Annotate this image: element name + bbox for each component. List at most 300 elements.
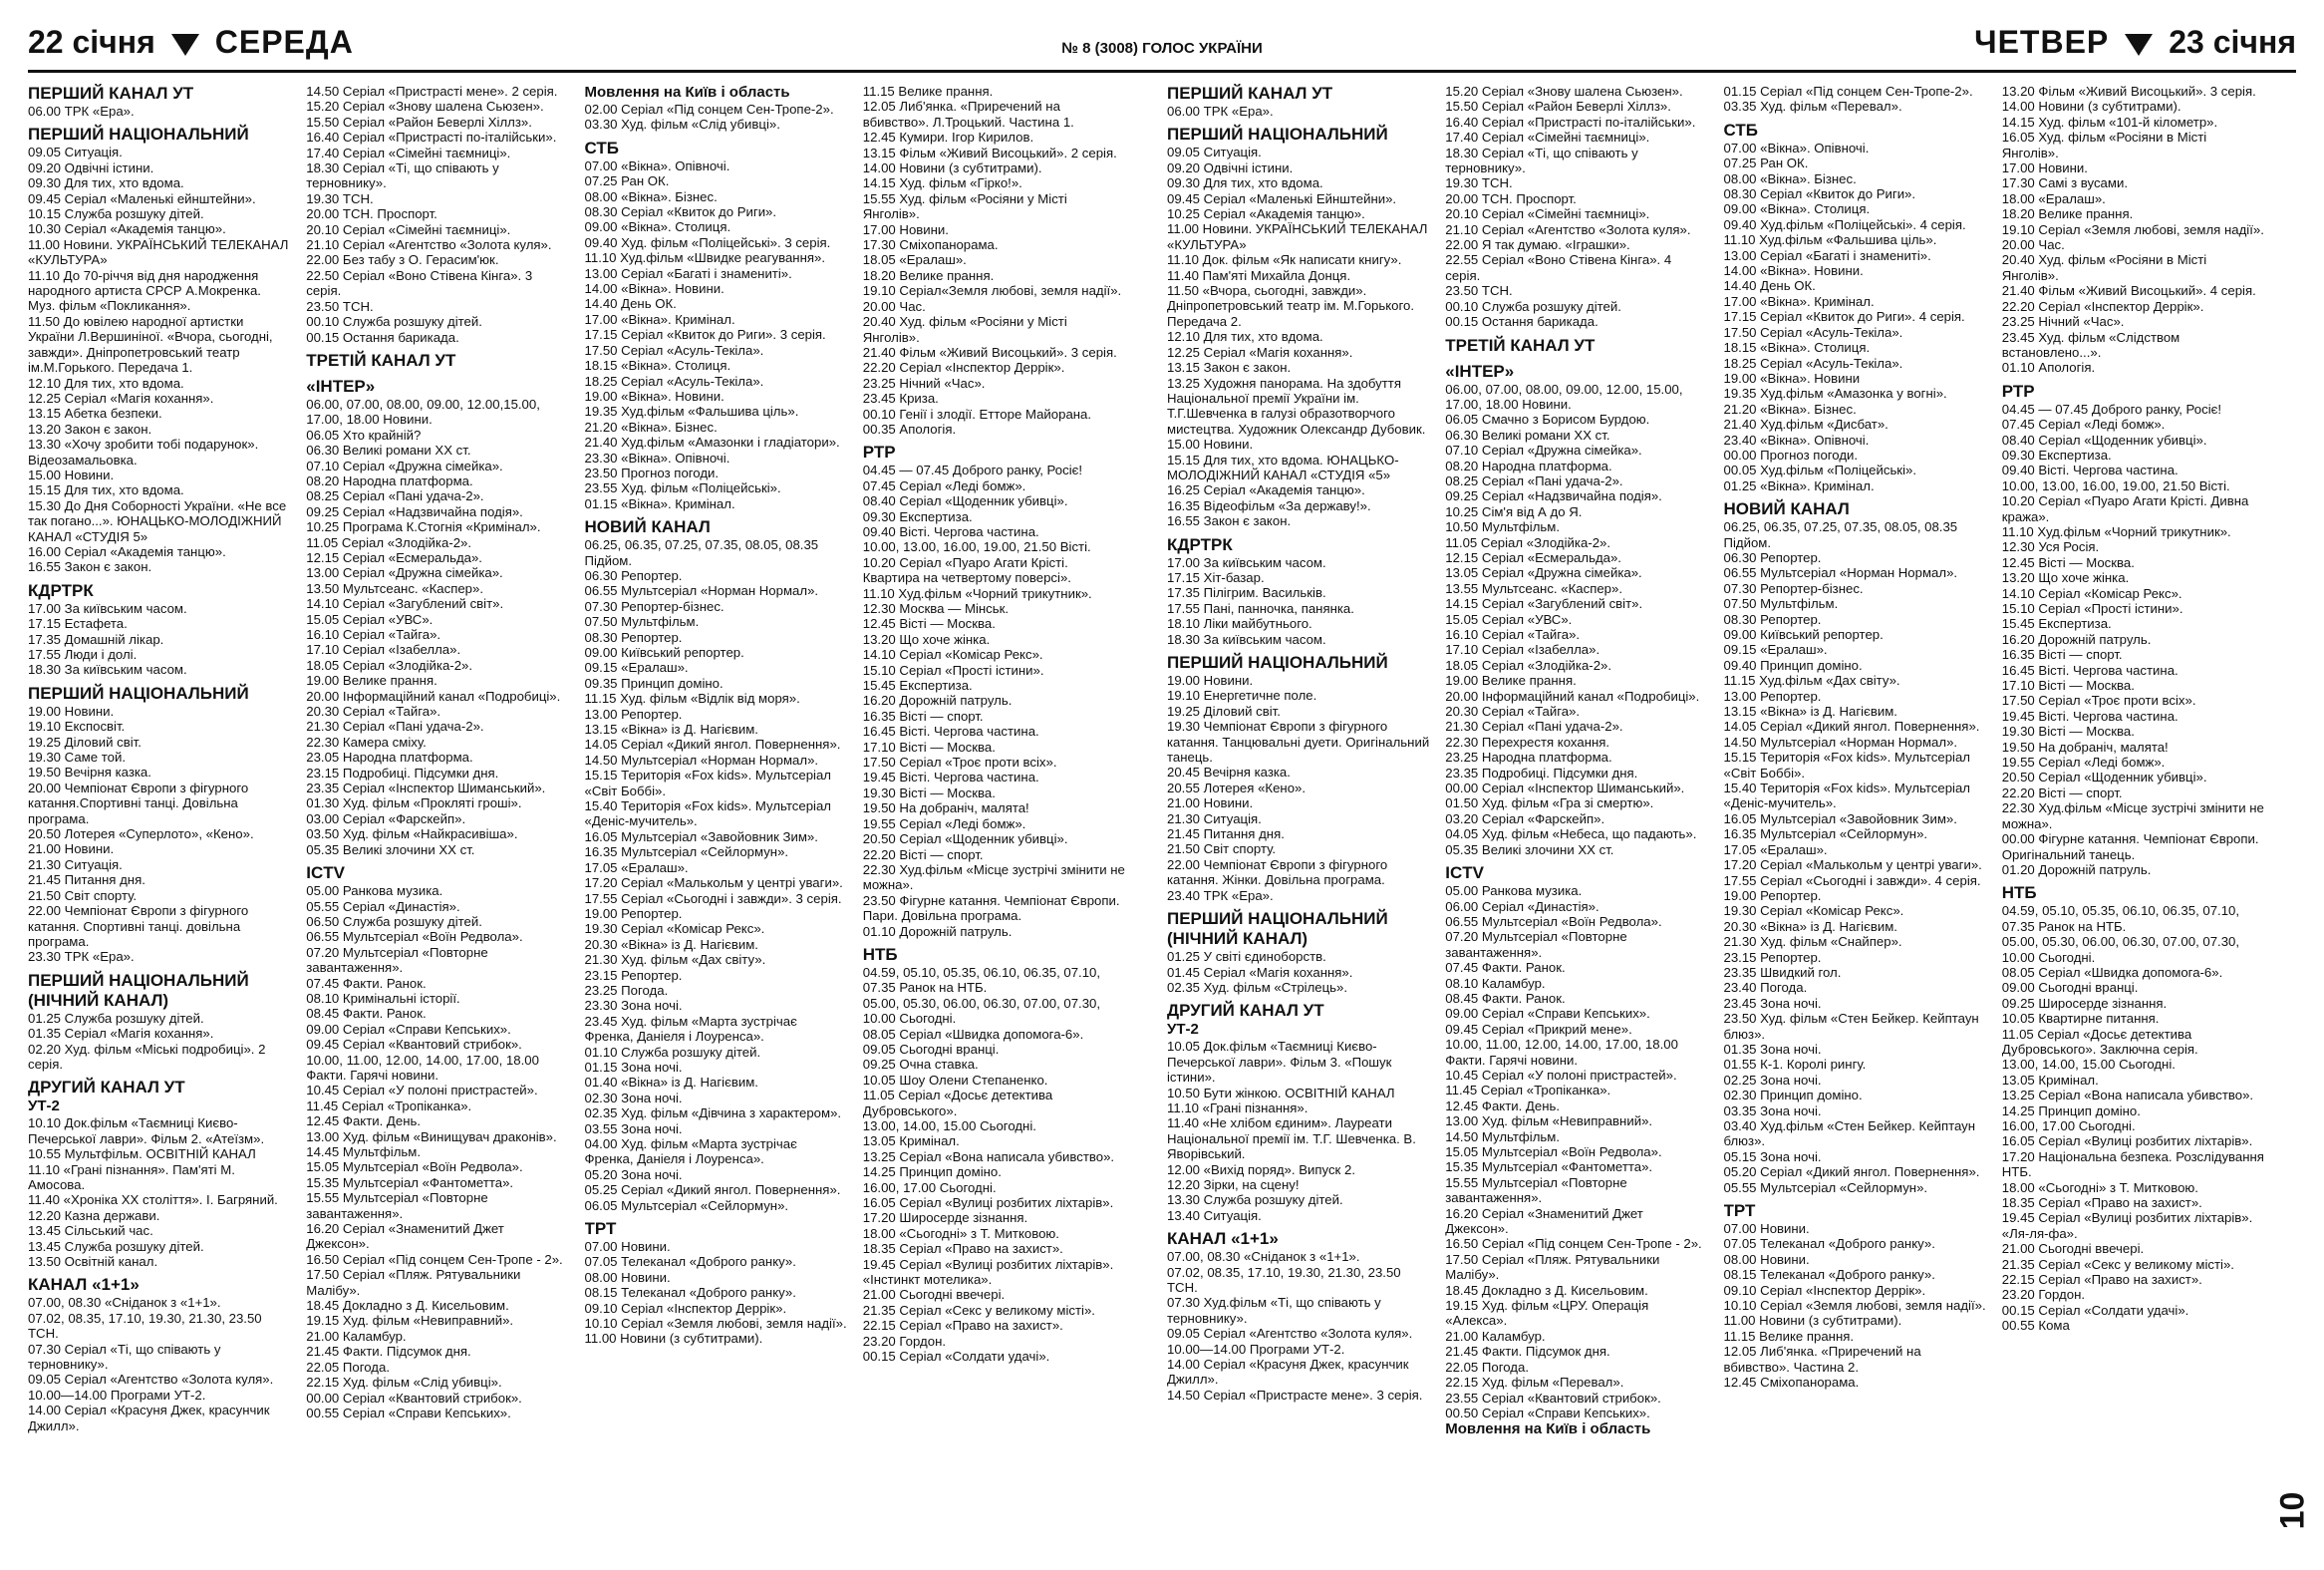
- programme-item: 08.00 «Вікна». Бізнес.: [584, 188, 718, 204]
- programme-item: 14.50 Мультсеріал «Норман Нормал».: [1723, 734, 1958, 750]
- programme-item: 14.15 Худ. фільм «Гірко!».: [862, 175, 1022, 191]
- programme-item: 15.45 Експертиза.: [862, 678, 973, 694]
- programme-item: 21.00 Сьогодні ввечері.: [862, 1287, 1006, 1303]
- programme-item: 13.15 Абетка безпеки.: [28, 406, 162, 422]
- programme-item: 05.00, 05.30, 06.00, 06.30, 07.00, 07.30, 10.00 Сьогодні.: [2001, 934, 2240, 965]
- programme-item: 16.40 Серіал «Пристрасті по-італійськи».: [1445, 114, 1696, 130]
- programme-item: 05.35 Великі злочини XX ст.: [306, 841, 475, 857]
- channel-heading: РТР: [2001, 381, 2035, 401]
- programme-item: 08.00 Новини.: [584, 1269, 671, 1285]
- programme-item: 16.35 Вісті — спорт.: [862, 708, 984, 724]
- programme-item: 15.10 Серіал «Прості істини».: [2001, 601, 2183, 616]
- programme-item: 21.35 Серіал «Секс у великому місті».: [2001, 1256, 2234, 1272]
- right-date: 23 січня: [2169, 24, 2296, 60]
- programme-item: 17.00 Новини.: [862, 221, 949, 237]
- programme-item: 12.25 Серіал «Магія кохання».: [1167, 344, 1353, 360]
- channel-subheading: УТ-2: [1167, 1021, 1199, 1039]
- programme-item: 18.35 Серіал «Право на захист».: [2001, 1195, 2202, 1211]
- programme-item: 19.00 Новини.: [1167, 673, 1254, 688]
- programme-item: 11.15 Велике прання.: [862, 84, 994, 99]
- programme-item: 15.50 Серіал «Район Беверлі Хіллз».: [306, 114, 532, 130]
- programme-item: 15.10 Серіал «Прості істини».: [862, 662, 1044, 678]
- programme-item: 17.10 Вісті — Москва.: [2001, 678, 2135, 694]
- programme-item: 04.00 Худ. фільм «Марта зустрічає Френка, Даніеля і Лоуренса».: [584, 1136, 797, 1167]
- programme-item: 08.05 Серіал «Швидка допомога-6».: [862, 1026, 1084, 1042]
- programme-item: 15.05 Серіал «УВС».: [1445, 611, 1573, 627]
- programme-item: 08.30 Репортер.: [584, 629, 683, 645]
- programme-item: 07.45 Факти. Ранок.: [1445, 960, 1566, 976]
- programme-item: 10.05 Квартирне питання.: [2001, 1011, 2160, 1027]
- programme-item: 23.20 Гордон.: [2001, 1287, 2086, 1303]
- programme-item: 00.35 Апологія.: [862, 421, 957, 437]
- programme-item: 19.50 На добраніч, малята!: [862, 800, 1029, 816]
- programme-item: 10.30 Серіал «Академія танцю».: [28, 221, 226, 237]
- programme-item: 07.00 Новини.: [584, 1239, 671, 1255]
- programme-item: 18.25 Серіал «Асуль-Текіла».: [584, 373, 764, 389]
- programme-item: 11.40 «Хроніка XX століття». І. Багряний.: [28, 1192, 278, 1208]
- programme-item: 01.35 Зона ночі.: [1723, 1041, 1822, 1057]
- programme-item: 21.00 Каламбур.: [1445, 1328, 1546, 1344]
- programme-item: 07.30 Репортер-бізнес.: [1723, 580, 1864, 596]
- programme-item: 21.40 Худ.фільм «Дисбат».: [1723, 417, 1888, 433]
- programme-item: 09.00 Серіал «Справи Кепських».: [306, 1021, 511, 1037]
- channel-heading: НТБ: [2001, 883, 2037, 903]
- right-day: ЧЕТВЕР: [1974, 24, 2110, 60]
- programme-item: 05.55 Мультсеріал «Сейлормун».: [1723, 1179, 1928, 1195]
- programme-item: 04.59, 05.10, 05.35, 06.10, 06.35, 07.10, 07.35 Ранок на НТБ.: [862, 964, 1101, 996]
- programme-item: 20.45 Вечірня казка.: [1167, 765, 1291, 781]
- programme-item: 13.00 Худ. фільм «Винищувач драконів».: [306, 1128, 557, 1144]
- programme-item: 00.15 Серіал «Солдати удачі».: [2001, 1302, 2189, 1318]
- programme-item: 23.45 Криза.: [862, 391, 939, 407]
- programme-item: 09.00 Сьогодні вранці.: [2001, 980, 2139, 996]
- programme-item: 14.25 Принцип доміно.: [2001, 1102, 2141, 1118]
- programme-item: 20.30 Серіал «Тайга».: [306, 704, 441, 720]
- schedule-column: [28, 84, 290, 1550]
- programme-item: 01.45 Серіал «Магія кохання».: [1167, 964, 1353, 980]
- programme-item: 13.15 «Вікна» із Д. Нагієвим.: [1723, 704, 1897, 720]
- programme-item: 23.25 Погода.: [584, 982, 669, 998]
- programme-item: 13.00 Серіал «Багаті і знамениті».: [584, 265, 792, 281]
- programme-item: 06.00, 07.00, 08.00, 09.00, 12.00, 15.00, 17.00, 18.00 Новини.: [1445, 381, 1683, 412]
- programme-item: 13.00, 14.00, 15.00 Сьогодні.: [2001, 1057, 2176, 1073]
- programme-item: 19.50 Вечірня казка.: [28, 765, 151, 781]
- programme-item: 14.00 «Вікна». Новини.: [584, 281, 725, 297]
- programme-item: 15.45 Експертиза.: [2001, 616, 2112, 632]
- programme-item: 16.05 Худ. фільм «Росіяни в Місті Янголів».: [2001, 130, 2207, 160]
- programme-item: 01.15 Серіал «Під сонцем Сен-Тропе-2».: [1723, 84, 1973, 99]
- channel-heading: ДРУГИЙ КАНАЛ УТ: [28, 1078, 185, 1098]
- programme-item: 17.40 Серіал «Сімейні таємниці».: [306, 145, 511, 160]
- programme-item: 12.05 Либ'янка. «Приречений на вбивство». Частина 2.: [1723, 1344, 1921, 1375]
- schedule-column: [2002, 84, 2264, 1550]
- programme-item: 03.40 Худ.фільм «Стен Бейкер. Кейптаун блюз».: [1723, 1118, 1976, 1149]
- programme-item: 00.15 Остання барикада.: [1445, 314, 1598, 330]
- programme-item: 15.35 Мультсеріал «Фантометта».: [306, 1174, 514, 1190]
- programme-item: 03.30 Худ. фільм «Слід убивці».: [584, 117, 780, 133]
- programme-item: 06.30 Великі романи XX ст.: [1445, 427, 1610, 443]
- programme-item: 21.10 Серіал «Агентство «Золота куля».: [1445, 221, 1691, 237]
- programme-item: 12.05 Либ'янка. «Приречений на вбивство». Л.Троцький. Частина 1.: [862, 99, 1074, 130]
- programme-item: 17.00 За київським часом.: [1167, 554, 1326, 570]
- programme-item: 21.45 Питання дня.: [28, 872, 145, 888]
- programme-item: 00.10 Служба розшуку дітей.: [306, 314, 482, 330]
- programme-item: 17.20 Серіал «Малькольм у центрі уваги».: [584, 875, 843, 891]
- programme-item: 20.50 Лотерея «Суперлото», «Кено».: [28, 826, 254, 842]
- programme-item: 20.00 Інформаційний канал «Подробиці».: [1445, 688, 1700, 704]
- programme-item: 11.00 Новини. УКРАЇНСЬКИЙ ТЕЛЕКАНАЛ «КУЛЬТУРА»: [28, 236, 289, 268]
- programme-item: 11.15 Худ.фільм «Дах світу».: [1723, 673, 1900, 689]
- programme-item: 17.30 Самі з вусами.: [2001, 175, 2128, 191]
- programme-item: 22.15 Серіал «Право на захист».: [862, 1318, 1063, 1334]
- programme-item: 18.45 Докладно з Д. Кисельовим.: [306, 1298, 509, 1314]
- programme-item: 10.50 Мультфільм.: [1445, 519, 1561, 535]
- programme-item: 01.55 К-1. Королі рингу.: [1723, 1057, 1867, 1073]
- programme-item: 15.55 Мультсеріал «Повторне завантаження».: [306, 1190, 488, 1221]
- programme-item: 22.00 Без табу з О. Герасим'юк.: [306, 252, 499, 268]
- programme-item: 01.15 «Вікна». Кримінал.: [584, 495, 735, 511]
- programme-item: 13.15 Фільм «Живий Висоцький». 2 серія.: [862, 145, 1117, 160]
- programme-item: 13.20 Фільм «Живий Висоцький». 3 серія.: [2001, 84, 2256, 99]
- programme-item: 23.35 Серіал «Інспектор Шиманський».: [306, 781, 546, 796]
- programme-item: 03.35 Худ. фільм «Перевал».: [1723, 99, 1902, 115]
- programme-item: 15.05 Мультсеріал «Воїн Редвола».: [1445, 1144, 1662, 1159]
- programme-item: 22.50 Серіал «Воно Стівена Кінга». 3 серія.: [306, 267, 533, 299]
- programme-item: 16.50 Серіал «Під сонцем Сен-Тропе - 2».: [1445, 1236, 1702, 1252]
- programme-item: 13.00 Серіал «Багаті і знамениті».: [1723, 247, 1931, 263]
- programme-item: 16.05 Серіал «Вулиці розбитих ліхтарів».: [862, 1195, 1114, 1211]
- programme-item: 23.35 Швидкий гол.: [1723, 964, 1842, 980]
- programme-item: 20.55 Лотерея «Кено».: [1167, 780, 1307, 795]
- programme-item: 22.30 Камера сміху.: [306, 734, 427, 750]
- programme-item: 08.25 Серіал «Пані удача-2».: [1445, 472, 1623, 488]
- channel-heading: СТБ: [1723, 120, 1758, 140]
- programme-item: 21.00 Сьогодні ввечері.: [2001, 1241, 2145, 1257]
- programme-item: 11.10 До 70-річчя від дня народження народного артиста СРСР А.Мокренка. Муз. фільм «Покликання».: [28, 267, 261, 314]
- programme-item: 08.30 Серіал «Квиток до Риги».: [584, 204, 777, 220]
- programme-item: 01.40 «Вікна» із Д. Нагієвим.: [584, 1075, 758, 1091]
- programme-item: 19.10 Енергетичне поле.: [1167, 688, 1317, 704]
- programme-item: 19.00 Велике прання.: [306, 673, 437, 689]
- programme-item: 06.05 Смачно з Борисом Бурдою.: [1445, 412, 1650, 428]
- programme-item: 14.00 Новини (з субтитрами).: [2001, 99, 2181, 115]
- programme-item: 10.45 Серіал «У полоні пристрастей».: [1445, 1067, 1677, 1083]
- programme-item: 06.50 Служба розшуку дітей.: [306, 913, 482, 929]
- schedule-column: [585, 84, 847, 1550]
- programme-item: 19.30 ТСН.: [306, 190, 374, 206]
- programme-item: 01.15 Зона ночі.: [584, 1059, 683, 1075]
- programme-item: 12.30 Москва — Мінськ.: [862, 601, 1010, 616]
- programme-item: 15.15 Для тих, хто вдома. ЮНАЦЬКО-МОЛОДІЖНИЙ КАНАЛ «СТУДІЯ «5»: [1167, 452, 1399, 482]
- programme-item: 11.50 До ювілею народної артистки України Л.Вершиніної. «Вчора, сьогодні, завжди». Дніпропетровський театр ім.М.Горького. Передача 1.: [28, 313, 273, 376]
- programme-item: 15.05 Серіал «УВС».: [306, 611, 434, 627]
- programme-item: 04.59, 05.10, 05.35, 06.10, 06.35, 07.10, 07.35 Ранок на НТБ.: [2001, 903, 2240, 934]
- programme-item: 02.35 Худ. фільм «Дівчина з характером».: [584, 1105, 842, 1121]
- programme-item: 23.30 «Вікна». Опівночі.: [584, 450, 730, 466]
- programme-item: 20.40 Худ. фільм «Росіяни у Місті Янголів».: [862, 314, 1067, 345]
- programme-item: 19.00 «Вікна». Новини: [1723, 370, 1861, 386]
- programme-item: 21.30 Худ. фільм «Снайпер».: [1723, 934, 1902, 950]
- programme-item: 08.25 Серіал «Пані удача-2».: [306, 488, 484, 504]
- programme-item: 14.40 День ОК.: [584, 296, 677, 312]
- programme-item: 20.00 ТСН. Проспорт.: [306, 206, 437, 222]
- programme-item: 19.00 «Вікна». Новини.: [584, 388, 725, 404]
- programme-item: 19.35 Худ.фільм «Фальшива ціль».: [584, 404, 799, 420]
- programme-item: 13.00, 14.00, 15.00 Сьогодні.: [862, 1118, 1036, 1133]
- programme-item: 21.50 Світ спорту.: [1167, 841, 1277, 857]
- programme-item: 05.00 Ранкова музика.: [306, 883, 443, 899]
- programme-item: 13.00 Худ. фільм «Невиправний».: [1445, 1113, 1653, 1129]
- channel-heading: ПЕРШИЙ НАЦІОНАЛЬНИЙ (НІЧНИЙ КАНАЛ): [28, 970, 249, 1010]
- programme-item: 19.30 Вісті — Москва.: [2001, 724, 2135, 740]
- down-triangle-icon: [2125, 34, 2153, 56]
- programme-item: 09.05 Сьогодні вранці.: [862, 1041, 1000, 1057]
- programme-item: 19.00 Новини.: [28, 703, 115, 719]
- programme-item: 15.50 Серіал «Район Беверлі Хіллз».: [1445, 99, 1671, 115]
- programme-item: 20.10 Серіал «Сімейні таємниці».: [1445, 206, 1650, 222]
- programme-item: 23.45 Худ. фільм «Марта зустрічає Френка, Даніеля і Лоуренса».: [584, 1013, 797, 1045]
- programme-item: 16.55 Закон є закон.: [1167, 513, 1292, 529]
- programme-item: 08.05 Серіал «Швидка допомога-6».: [2001, 964, 2223, 980]
- programme-item: 13.30 Служба розшуку дітей.: [1167, 1192, 1343, 1208]
- programme-item: 12.15 Серіал «Есмеральда».: [1445, 549, 1621, 565]
- programme-item: 05.20 Зона ночі.: [584, 1166, 683, 1182]
- programme-item: 21.20 «Вікна». Бізнес.: [1723, 401, 1857, 417]
- programme-item: 12.45 Вісті — Москва.: [2001, 554, 2135, 570]
- programme-item: 11.05 Серіал «Досьє детектива Дубровського». Заключна серія.: [2001, 1026, 2198, 1057]
- programme-item: 11.05 Серіал «Злодійка-2».: [1445, 534, 1611, 550]
- programme-item: 23.25 Народна платформа.: [1445, 750, 1612, 766]
- channel-heading: «ІНТЕР»: [1445, 361, 1515, 381]
- programme-item: 20.00 Інформаційний канал «Подробиці».: [306, 688, 561, 704]
- programme-item: 09.45 Серіал «Маленькі ейнштейни».: [28, 190, 256, 206]
- programme-item: 15.15 Територія «Fox kids». Мультсеріал «Світ Боббі».: [1723, 750, 1970, 781]
- programme-item: 02.00 Серіал «Під сонцем Сен-Тропе-2».: [584, 102, 834, 117]
- schedule-column: [1724, 84, 1986, 1550]
- right-day-heading: [1974, 24, 2296, 61]
- channel-heading: ПЕРШИЙ КАНАЛ УТ: [1167, 84, 1333, 103]
- programme-item: 06.25, 06.35, 07.25, 07.35, 08.05, 08.35 Підйом.: [584, 537, 819, 568]
- programme-item: 12.45 Сміхопанорама.: [1723, 1375, 1860, 1391]
- programme-item: 11.10 «Грані пізнання». Пам'яті М. Амосова.: [28, 1161, 235, 1192]
- programme-item: 08.30 Серіал «Квиток до Риги».: [1723, 186, 1916, 202]
- programme-item: 22.30 Худ.фільм «Місце зустрічі змінити не можна».: [2001, 800, 2264, 831]
- programme-item: 21.30 Ситуація.: [1167, 810, 1262, 826]
- programme-item: 10.45 Серіал «У полоні пристрастей».: [306, 1083, 538, 1099]
- programme-item: 14.50 Мультфільм.: [1445, 1128, 1561, 1144]
- programme-item: 14.50 Серіал «Пристрасті мене». 2 серія.: [306, 84, 558, 99]
- channel-heading: ТРЕТІЙ КАНАЛ УТ: [306, 350, 456, 370]
- programme-item: 15.30 До Дня Соборності України. «Не все так погано...». ЮНАЦЬКО-МОЛОДІЖНИЙ КАНАЛ «СТУДІЯ 5»: [28, 497, 287, 544]
- programme-item: 09.45 Серіал «Маленькі Ейнштейни».: [1167, 190, 1397, 206]
- programme-item: 23.15 Репортер.: [584, 967, 683, 983]
- programme-item: 22.20 Серіал «Інспектор Деррік».: [2001, 298, 2204, 314]
- programme-item: 11.45 Серіал «Тропіканка».: [306, 1098, 472, 1113]
- programme-item: 15.35 Мультсеріал «Фантометта».: [1445, 1159, 1653, 1175]
- programme-item: 13.50 Мультсеанс. «Каспер».: [306, 580, 483, 596]
- programme-item: 19.25 Діловий світ.: [28, 734, 142, 750]
- programme-item: 13.30 «Хочу зробити тобі подарунок». Відеозамальовка.: [28, 437, 259, 468]
- programme-item: 23.50 Худ. фільм «Стен Бейкер. Кейптаун блюз».: [1723, 1011, 1979, 1042]
- programme-item: 04.45 — 07.45 Доброго ранку, Росіє!: [2001, 401, 2222, 417]
- tv-schedule-columns: [28, 84, 2264, 1550]
- programme-item: 09.00 Серіал «Справи Кепських».: [1445, 1006, 1650, 1022]
- programme-item: 06.30 Репортер.: [584, 567, 683, 583]
- programme-item: 10.00, 11.00, 12.00, 14.00, 17.00, 18.00 Факти. Гарячі новини.: [1445, 1037, 1678, 1068]
- programme-item: 14.40 День ОК.: [1723, 278, 1816, 294]
- programme-item: 03.50 Худ. фільм «Найкрасивіша».: [306, 826, 518, 842]
- programme-item: 14.15 Худ. фільм «101-й кілометр».: [2001, 114, 2218, 130]
- programme-item: 23.25 Нічний «Час».: [862, 375, 986, 391]
- programme-item: 05.25 Серіал «Дикий янгол. Повернення».: [584, 1182, 841, 1198]
- programme-item: 16.25 Серіал «Академія танцю».: [1167, 482, 1365, 498]
- programme-item: 22.15 Серіал «Право на захист».: [2001, 1272, 2202, 1288]
- programme-item: 10.00, 13.00, 16.00, 19.00, 21.50 Вісті.: [862, 539, 1091, 555]
- left-day: СЕРЕДА: [214, 24, 354, 60]
- programme-item: 16.20 Дорожній патруль.: [862, 693, 1013, 709]
- programme-item: 16.35 Мультсеріал «Сейлормун».: [584, 844, 789, 860]
- programme-item: 21.30 Ситуація.: [28, 856, 123, 872]
- programme-item: 14.25 Принцип доміно.: [862, 1164, 1002, 1180]
- channel-heading: ICTV: [306, 863, 345, 883]
- programme-item: 07.00 «Вікна». Опівночі.: [1723, 140, 1870, 156]
- programme-item: 22.15 Худ. фільм «Перевал».: [1445, 1375, 1624, 1391]
- programme-item: 06.30 Репортер.: [1723, 549, 1822, 565]
- programme-item: 00.50 Серіал «Справи Кепських».: [1445, 1405, 1650, 1420]
- programme-item: 11.45 Серіал «Тропіканка».: [1445, 1083, 1611, 1099]
- programme-item: 18.30 Серіал «Ті, що співають у терновнику».: [306, 160, 499, 191]
- programme-item: 09.10 Серіал «Інспектор Деррік».: [584, 1300, 787, 1316]
- programme-item: 13.25 Художня панорама. На здобуття Національної премії України ім. Т.Г.Шевченка в галузі образотворчого мистецтва. Художник Олександр Дубовик.: [1167, 375, 1426, 437]
- programme-item: 07.30 Репортер-бізнес.: [584, 598, 725, 614]
- programme-item: 05.20 Серіал «Дикий янгол. Повернення».: [1723, 1164, 1980, 1180]
- programme-item: 09.25 Очна ставка.: [862, 1057, 979, 1073]
- programme-item: 11.05 Серіал «Злодійка-2».: [306, 534, 472, 550]
- programme-item: 09.20 Одвічні істини.: [1167, 159, 1294, 175]
- programme-item: 16.10 Серіал «Тайга».: [306, 627, 441, 642]
- programme-item: 07.05 Телеканал «Доброго ранку».: [1723, 1236, 1935, 1252]
- programme-item: 17.50 Серіал «Троє проти всіх».: [2001, 693, 2196, 709]
- programme-item: 15.20 Серіал «Знову шалена Сьюзен».: [306, 99, 544, 115]
- programme-item: 09.45 Серіал «Прикрий мене».: [1445, 1021, 1632, 1037]
- programme-item: 08.45 Факти. Ранок.: [306, 1006, 427, 1022]
- programme-item: 09.40 Принцип доміно.: [1723, 657, 1863, 673]
- programme-item: 17.10 Серіал «Ізабелла».: [306, 642, 461, 658]
- programme-item: 07.02, 08.35, 17.10, 19.30, 21.30, 23.50 ТСН.: [28, 1310, 262, 1342]
- programme-item: 09.15 «Ералаш».: [1723, 642, 1828, 658]
- programme-item: 11.10 Худ.фільм «Фальшива ціль».: [1723, 232, 1937, 248]
- programme-item: 06.55 Мультсеріал «Норман Нормал».: [1723, 565, 1958, 581]
- programme-item: 14.50 Мультсеріал «Норман Нормал».: [584, 752, 819, 768]
- programme-item: 20.00 Час.: [2001, 237, 2065, 253]
- programme-item: 13.15 «Вікна» із Д. Нагієвим.: [584, 722, 758, 738]
- programme-item: 01.10 Апологія.: [2001, 360, 2096, 376]
- programme-item: 09.35 Принцип доміно.: [584, 675, 724, 691]
- programme-item: 01.25 «Вікна». Кримінал.: [1723, 477, 1875, 493]
- programme-item: 21.45 Факти. Підсумок дня.: [306, 1344, 471, 1360]
- programme-item: 06.00, 07.00, 08.00, 09.00, 12.00,15.00, 17.00, 18.00 Новини.: [306, 396, 540, 428]
- programme-item: 19.45 Вісті. Чергова частина.: [862, 770, 1039, 785]
- programme-item: 13.20 Закон є закон.: [28, 421, 152, 437]
- programme-item: 20.50 Серіал «Щоденник убивці».: [862, 831, 1068, 847]
- programme-item: 10.05 Док.фільм «Таємниці Києво-Печерської лаври». Фільм 3. «Пошук істини».: [1167, 1039, 1392, 1086]
- programme-item: 09.05 Ситуація.: [1167, 145, 1262, 160]
- programme-item: 20.40 Худ. фільм «Росіяни в Місті Янголів».: [2001, 252, 2207, 283]
- programme-item: 00.10 Служба розшуку дітей.: [1445, 298, 1621, 314]
- programme-item: 18.05 Серіал «Злодійка-2».: [306, 657, 473, 673]
- programme-item: 09.00 «Вікна». Столиця.: [584, 219, 731, 235]
- programme-item: 21.35 Серіал «Секс у великому місті».: [862, 1302, 1095, 1318]
- programme-item: 21.00 Новини.: [28, 841, 115, 857]
- programme-item: 14.15 Серіал «Загублений світ».: [1445, 596, 1643, 612]
- programme-item: 06.00 Серіал «Династія».: [1445, 898, 1599, 914]
- programme-item: 14.00 Новини (з субтитрами).: [862, 160, 1042, 176]
- programme-item: 03.00 Серіал «Фарскейп».: [306, 810, 466, 826]
- programme-item: 23.15 Репортер.: [1723, 949, 1822, 965]
- channel-heading: НОВИЙ КАНАЛ: [584, 517, 711, 537]
- programme-item: 09.30 Для тих, хто вдома.: [28, 175, 184, 191]
- channel-heading: ТРТ: [1723, 1201, 1756, 1221]
- programme-item: 09.30 Для тих, хто вдома.: [1167, 175, 1323, 191]
- programme-item: 06.30 Великі романи XX ст.: [306, 443, 471, 459]
- programme-item: 00.00 Серіал «Квантовий стрибок».: [306, 1390, 522, 1406]
- programme-item: 19.30 Серіал «Комісар Рекс».: [1723, 903, 1904, 919]
- programme-item: 10.15 Служба розшуку дітей.: [28, 206, 204, 222]
- programme-item: 07.00 «Вікна». Опівночі.: [584, 157, 730, 173]
- programme-item: 16.35 Мультсеріал «Сейлормун».: [1723, 826, 1928, 842]
- programme-item: 16.35 Вісті — спорт.: [2001, 647, 2123, 663]
- channel-heading: СТБ: [584, 138, 619, 157]
- programme-item: 07.50 Мультфільм.: [1723, 596, 1839, 612]
- programme-item: 23.25 Нічний «Час».: [2001, 314, 2125, 330]
- programme-item: 01.25 У світі єдиноборств.: [1167, 949, 1326, 965]
- programme-item: 11.40 Пам'яті Михайла Донця.: [1167, 267, 1351, 283]
- programme-item: 18.05 Серіал «Злодійка-2».: [1445, 657, 1612, 673]
- programme-item: 23.40 ТРК «Ера».: [1167, 887, 1274, 903]
- programme-item: 09.00 Київський репортер.: [1723, 627, 1884, 642]
- programme-item: 07.20 Мультсеріал «Повторне завантаження».: [1445, 929, 1627, 960]
- programme-item: 05.00, 05.30, 06.00, 06.30, 07.00, 07.30, 10.00 Сьогодні.: [862, 995, 1101, 1027]
- programme-item: 22.15 Худ. фільм «Слід убивці».: [306, 1375, 502, 1391]
- programme-item: 11.50 «Вчора, сьогодні, завжди». Дніпропетровський театр ім. М.Горького. Передача 2.: [1167, 283, 1415, 329]
- programme-item: 09.25 Серіал «Надзвичайна подія».: [1445, 488, 1662, 504]
- programme-item: 17.50 Серіал «Асуль-Текіла».: [584, 342, 764, 358]
- programme-item: 15.40 Територія «Fox kids». Мультсеріал «Деніс-мучитель».: [584, 798, 831, 829]
- channel-heading: ICTV: [1445, 863, 1484, 883]
- programme-item: 05.15 Зона ночі.: [1723, 1148, 1822, 1164]
- programme-item: 10.00—14.00 Програми УТ-2.: [28, 1387, 206, 1403]
- programme-item: 14.10 Серіал «Комісар Рекс».: [2001, 585, 2182, 601]
- programme-item: 01.25 Служба розшуку дітей.: [28, 1010, 204, 1026]
- programme-item: 17.40 Серіал «Сімейні таємниці».: [1445, 130, 1650, 146]
- programme-item: 00.10 Генії і злодії. Етторе Майорана.: [862, 406, 1092, 422]
- programme-item: 21.40 Фільм «Живий Висоцький». 4 серія.: [2001, 283, 2256, 299]
- programme-item: 07.45 Факти. Ранок.: [306, 975, 427, 991]
- programme-item: 09.40 Худ.фільм «Поліцейські». 4 серія.: [1723, 216, 1966, 232]
- programme-item: 23.30 Зона ночі.: [584, 998, 683, 1014]
- channel-heading: КДРТРК: [28, 580, 94, 600]
- programme-item: 11.00 Новини. УКРАЇНСЬКИЙ ТЕЛЕКАНАЛ «КУЛЬТУРА»: [1167, 221, 1428, 252]
- programme-item: 11.05 Серіал «Досьє детектива Дубровського».: [862, 1088, 1053, 1118]
- programme-item: 18.00 «Сьогодні» з Т. Митковою.: [2001, 1179, 2198, 1195]
- channel-subheading: Мовлення на Київ і область: [1445, 1420, 1651, 1438]
- channel-subheading: УТ-2: [28, 1098, 60, 1115]
- programme-item: 17.00 За київським часом.: [28, 600, 187, 616]
- programme-item: 13.00 Серіал «Дружна сімейка».: [306, 565, 503, 581]
- programme-item: 19.45 Серіал «Вулиці розбитих ліхтарів». «Ля-ля-фа».: [2001, 1210, 2253, 1241]
- programme-item: 07.00, 08.30 «Сніданок з «1+1».: [1167, 1249, 1360, 1265]
- programme-item: 11.10 Худ.фільм «Швидке реагування».: [584, 250, 825, 266]
